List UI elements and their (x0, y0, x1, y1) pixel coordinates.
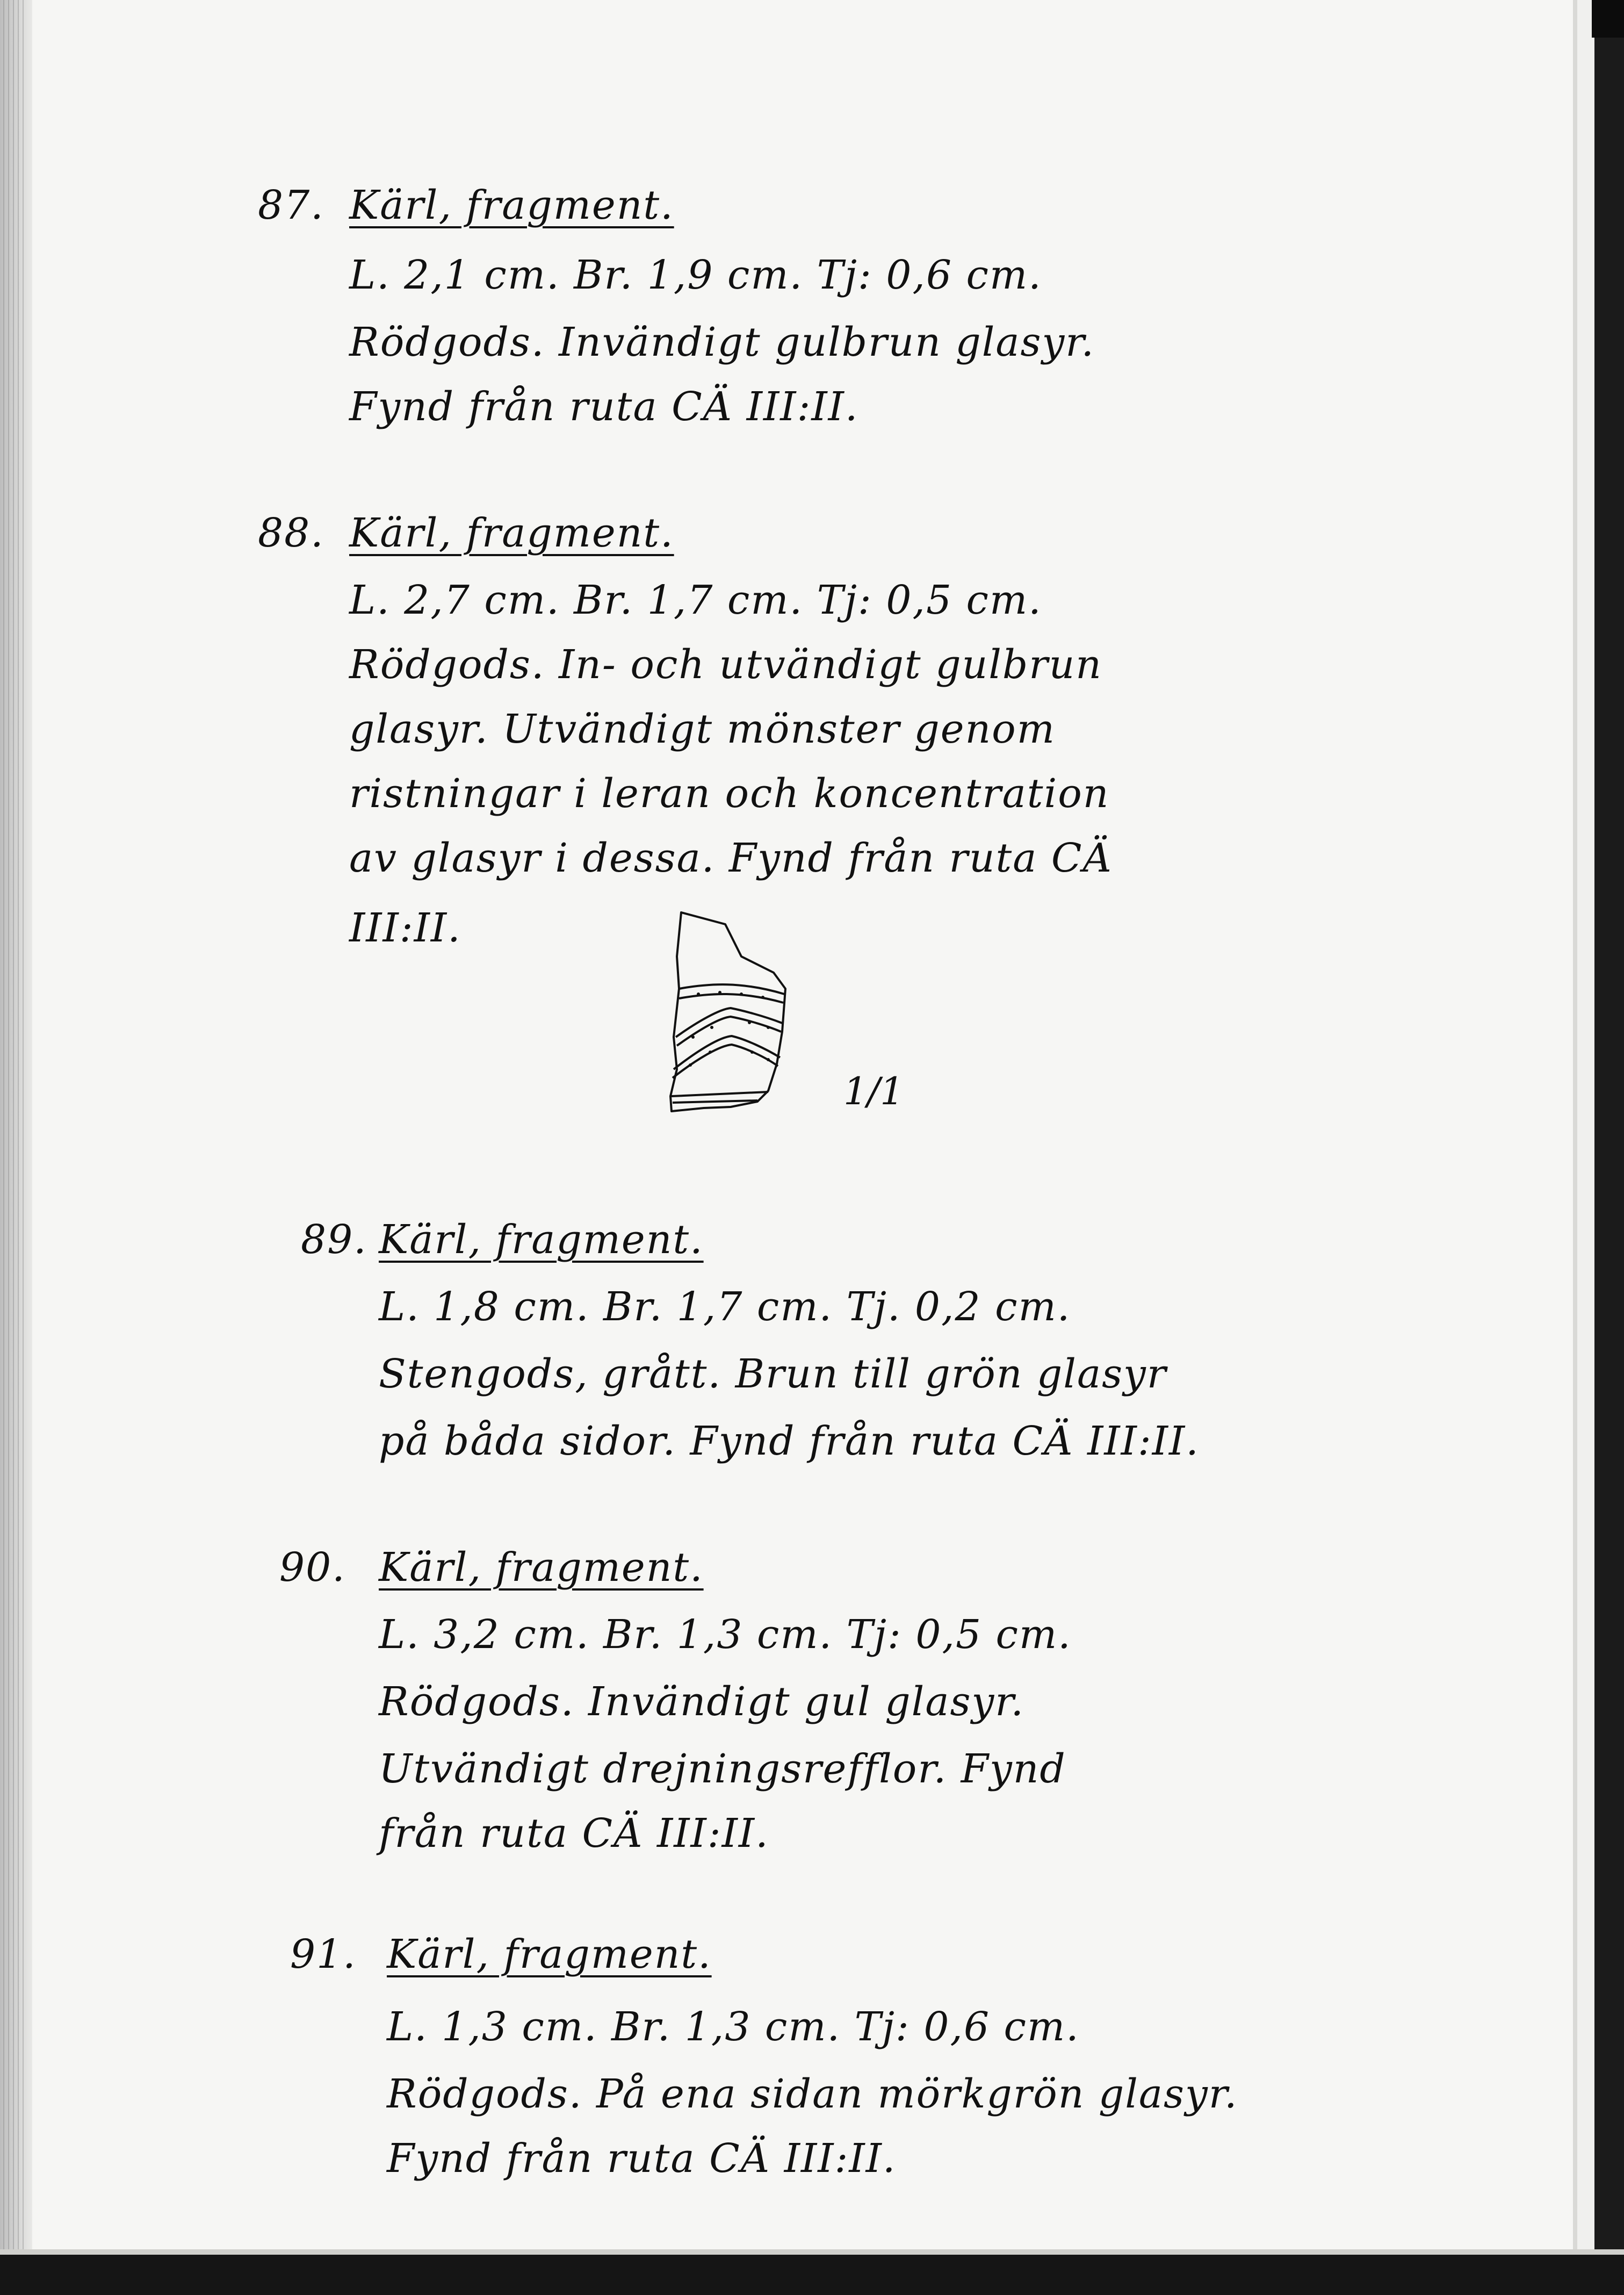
entry-number: 91. (290, 1931, 357, 1977)
entry-line: Rödgods. På ena sidan mörkgrön glasyr. (387, 2071, 1238, 2117)
entry-line: ristningar i leran och koncentration (349, 771, 1110, 817)
entry-line: Rödgods. Invändigt gulbrun glasyr. (349, 319, 1095, 365)
entry-number: 90. (279, 1544, 346, 1591)
scale-label: 1/1 (843, 1069, 904, 1113)
entry-line: från ruta CÄ III:II. (379, 1810, 769, 1857)
entry-line: Stengods, grått. Brun till grön glasyr (379, 1351, 1167, 1397)
entry-line: Rödgods. In- och utvändigt gulbrun (349, 642, 1102, 688)
entry-title: Kärl, fragment. (349, 182, 674, 228)
page-stack-lines (3, 0, 25, 2295)
entry-number: 89. (301, 1217, 367, 1263)
entry-title: Kärl, fragment. (379, 1217, 704, 1263)
entry-line: III:II. (349, 905, 461, 951)
entry-line: Utvändigt drejningsrefflor. Fynd (379, 1746, 1066, 1792)
pottery-fragment-drawing-icon (661, 908, 811, 1134)
entry-line: L. 2,7 cm. Br. 1,7 cm. Tj: 0,5 cm. (349, 577, 1042, 623)
entry-line: Fynd från rutа CÄ III:II. (349, 384, 859, 430)
entry-line: L. 1,3 cm. Br. 1,3 cm. Tj: 0,6 cm. (387, 2004, 1080, 2050)
entry-line: på båda sidor. Fynd från ruta CÄ III:II. (379, 1418, 1200, 1464)
entry-title: Kärl, fragment. (387, 1931, 712, 1977)
entry-line: av glasyr i dessa. Fynd från ruta CÄ (349, 835, 1113, 881)
book-edge-bottom (0, 2249, 1624, 2295)
entry-title: Kärl, fragment. (349, 510, 674, 556)
entry-number: 87. (258, 182, 324, 228)
entry-line: L. 3,2 cm. Br. 1,3 cm. Tj: 0,5 cm. (379, 1611, 1072, 1658)
entry-line: Rödgods. Invändigt gul glasyr. (379, 1679, 1025, 1725)
entry-number: 88. (258, 510, 324, 556)
entry-line: L. 2,1 cm. Br. 1,9 cm. Tj: 0,6 cm. (349, 252, 1042, 298)
binding-corner (1592, 0, 1624, 38)
book-binding-right (1573, 0, 1624, 2295)
entry-line: glasyr. Utvändigt mönster genom (349, 706, 1056, 752)
entry-title: Kärl, fragment. (379, 1544, 704, 1591)
entry-line: L. 1,8 cm. Br. 1,7 cm. Tj. 0,2 cm. (379, 1284, 1071, 1330)
entry-line: Fynd från ruta CÄ III:II. (387, 2135, 897, 2182)
